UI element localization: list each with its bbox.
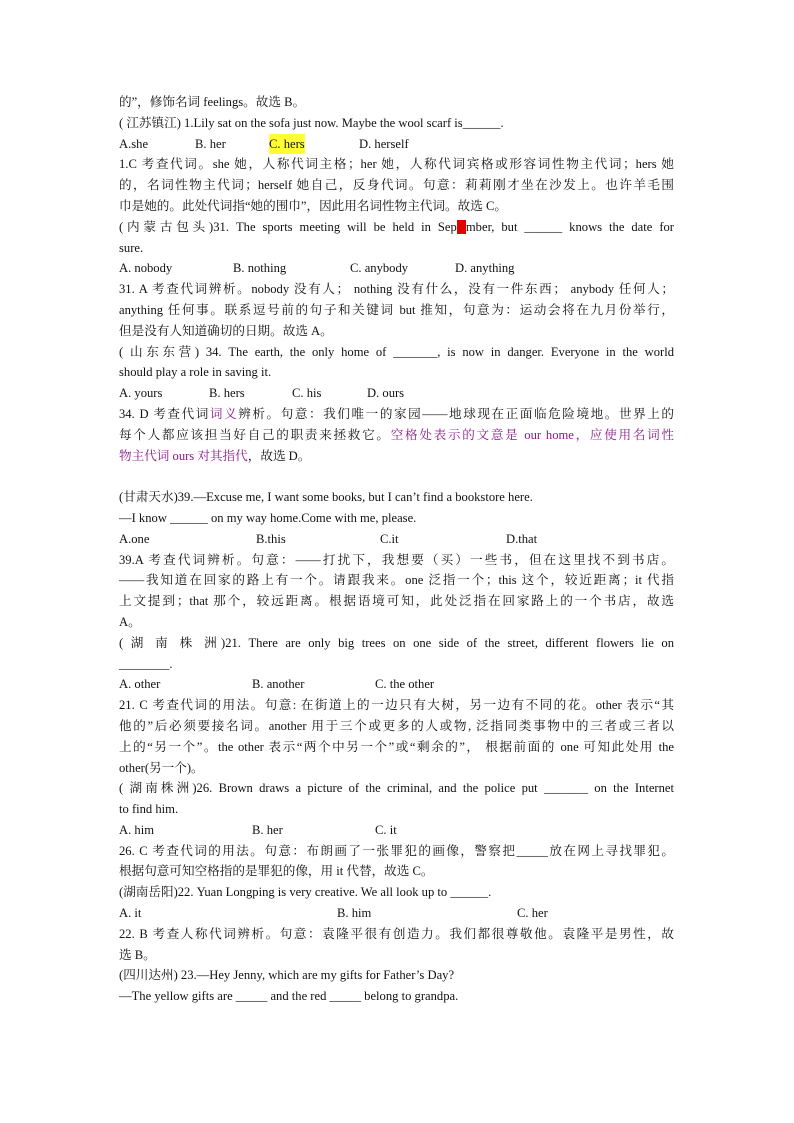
- question-1: ( 江苏镇江) 1.Lily sat on the sofa just now. Maybe the wool scarf is______.: [119, 115, 504, 130]
- spacer: [119, 466, 674, 487]
- question-39: (甘肃天水)39.—Excuse me, I want some books, but I can’t find a bookstore here.: [119, 490, 533, 505]
- question-23: (四川达州) 23.—Hey Jenny, which are my gifts for Father’s Day?: [119, 968, 455, 983]
- options-q34: [119, 383, 674, 404]
- answer-31-line: anything 任何事。联系逗号前的句子和关键词 but 推知，句意为：运动会将在九月份举行，: [119, 302, 674, 317]
- answer-26-line: 26. C 考查代词的用法。句意：布朗画了一张罪犯的画像，警察把_____放在网上寻找罪犯。: [119, 843, 674, 858]
- question-23-cont: —The yellow gifts are _____ and the red _____ belong to grandpa.: [119, 989, 459, 1004]
- answer-39-line: A。: [119, 614, 141, 629]
- question-21-cont: ________.: [119, 656, 173, 671]
- option-c: C. her: [517, 906, 548, 921]
- answer-21-line: other(另一个)。: [119, 760, 204, 775]
- question-22: (湖南岳阳)22. Yuan Longping is very creative. We all look up to ______.: [119, 885, 492, 900]
- options-q26: [119, 820, 674, 841]
- answer-22-line: 22. B 考查人称代词辨析。句意：袁隆平很有创造力。我们都很尊敬他。袁隆平是男性，故: [119, 926, 674, 941]
- option-a: A. yours: [119, 386, 163, 401]
- option-a: A. it: [119, 906, 142, 921]
- option-b: B. him: [337, 906, 372, 921]
- option-d: D. ours: [367, 386, 405, 401]
- answer-21-line: 上的“另一个”。the other 表示“两个中另一个”或“剩余的”， 根据前面的 one 可知此处用 the: [119, 739, 674, 754]
- option-c: C. the other: [375, 677, 435, 692]
- options-q21: [119, 674, 674, 695]
- question-26: ( 湖南株洲)26. Brown draws a picture of the criminal, and the police put _______ on the Internet: [119, 781, 674, 796]
- answer-22-line: 选 B。: [119, 947, 156, 962]
- option-a: A. him: [119, 822, 154, 837]
- answer-1-line: 的，名词性物主代词；herself 她自己，反身代词。句意：莉莉刚才坐在沙发上。也许羊毛围: [119, 178, 674, 193]
- option-c: C. it: [375, 822, 397, 837]
- options-q31: [119, 258, 674, 279]
- answer-21-line: 他的”后必须要接名词。another 用于三个或更多的人或物, 泛指同类事物中的三者或三者以: [119, 718, 674, 733]
- option-a: A.one: [119, 531, 150, 546]
- answer-39-line: 上文提到；that 那个，较远距离。根据语境可知，此处泛指在回家路上的一个书店，故选: [119, 594, 674, 609]
- options-q22: [119, 903, 674, 924]
- answer-26-line: 根据句意可知空格指的是罪犯的像，用 it 代替，故选 C。: [119, 864, 434, 879]
- answer-34-line: 34. D 考查代词词义辨析。句意：我们唯一的家园——地球现在正面临危险境地。世界上的: [119, 406, 675, 421]
- option-b: B. her: [195, 136, 226, 151]
- option-a: A. nobody: [119, 261, 173, 276]
- red-mark: te: [456, 219, 466, 234]
- option-b: B. her: [252, 822, 283, 837]
- option-b: B. hers: [209, 386, 245, 401]
- options-q39: [119, 529, 674, 550]
- option-b: B. another: [252, 677, 305, 692]
- question-34-cont: should play a role in saving it.: [119, 365, 272, 380]
- answer-39-line: 39.A 考查代词辨析。句意：——打扰下，我想要（买）一些书，但在这里找不到书店。: [119, 552, 674, 567]
- option-c: C. his: [292, 386, 322, 401]
- answer-31-line: 但是没有人知道确切的日期。故选 A。: [119, 323, 333, 338]
- options-q1: [119, 134, 674, 155]
- question-31-cont: sure.: [119, 240, 144, 255]
- answer-39-line: ——我知道在回家的路上有一个。请跟我来。one 泛指一个；this 这个，较近距离；it 代指: [119, 573, 674, 588]
- answer-34-line: 物主代词 ours 对其指代，故选 D。: [119, 448, 311, 463]
- answer-31-line: 31. A 考查代词辨析。nobody 没有人； nothing 没有什么，没有一件东西； anybody 任何人；: [119, 282, 674, 297]
- option-d: D.that: [506, 531, 538, 546]
- option-d: D. anything: [455, 261, 515, 276]
- option-c: C. anybody: [350, 261, 409, 276]
- option-c-highlighted: C. hers: [269, 134, 305, 155]
- option-b: B.this: [256, 531, 286, 546]
- answer-34-line: 每个人都应该担当好自己的职责来拯救它。空格处表示的文意是 our home，应使用名词性: [119, 427, 674, 442]
- answer-1-line: 巾是她的。此处代词指“她的围巾”，因此用名词性物主代词。故选 C。: [119, 198, 507, 213]
- question-31: (内蒙古包头)31. The sports meeting will be held in September, but ______ knows the date for: [119, 219, 675, 234]
- option-a: A. other: [119, 677, 161, 692]
- option-b: B. nothing: [233, 261, 287, 276]
- option-d: D. herself: [359, 136, 409, 151]
- answer-21-line: 21. C 考查代词的用法。句意: 在街道上的一边只有大树，另一边有不同的花。other 表示“其: [119, 698, 674, 713]
- document-body: [119, 92, 674, 1007]
- option-c: C.it: [380, 531, 399, 546]
- option-a: A.she: [119, 136, 149, 151]
- text-line: 的”，修饰名词 feelings。故选 B。: [119, 95, 306, 109]
- answer-1-line: 1.C 考查代词。she 她，人称代词主格；her 她，人称代词宾格或形容词性物主代词；hers 她: [119, 157, 674, 172]
- question-26-cont: to find him.: [119, 802, 179, 817]
- question-39-cont: —I know ______ on my way home.Come with me, please.: [119, 510, 417, 525]
- question-34: ( 山东东营) 34. The earth, the only home of _______, is now in danger. Everyone in the world: [119, 344, 674, 359]
- question-21: ( 湖 南 株 洲)21. There are only big trees on one side of the street, different flowers lie on: [119, 635, 674, 650]
